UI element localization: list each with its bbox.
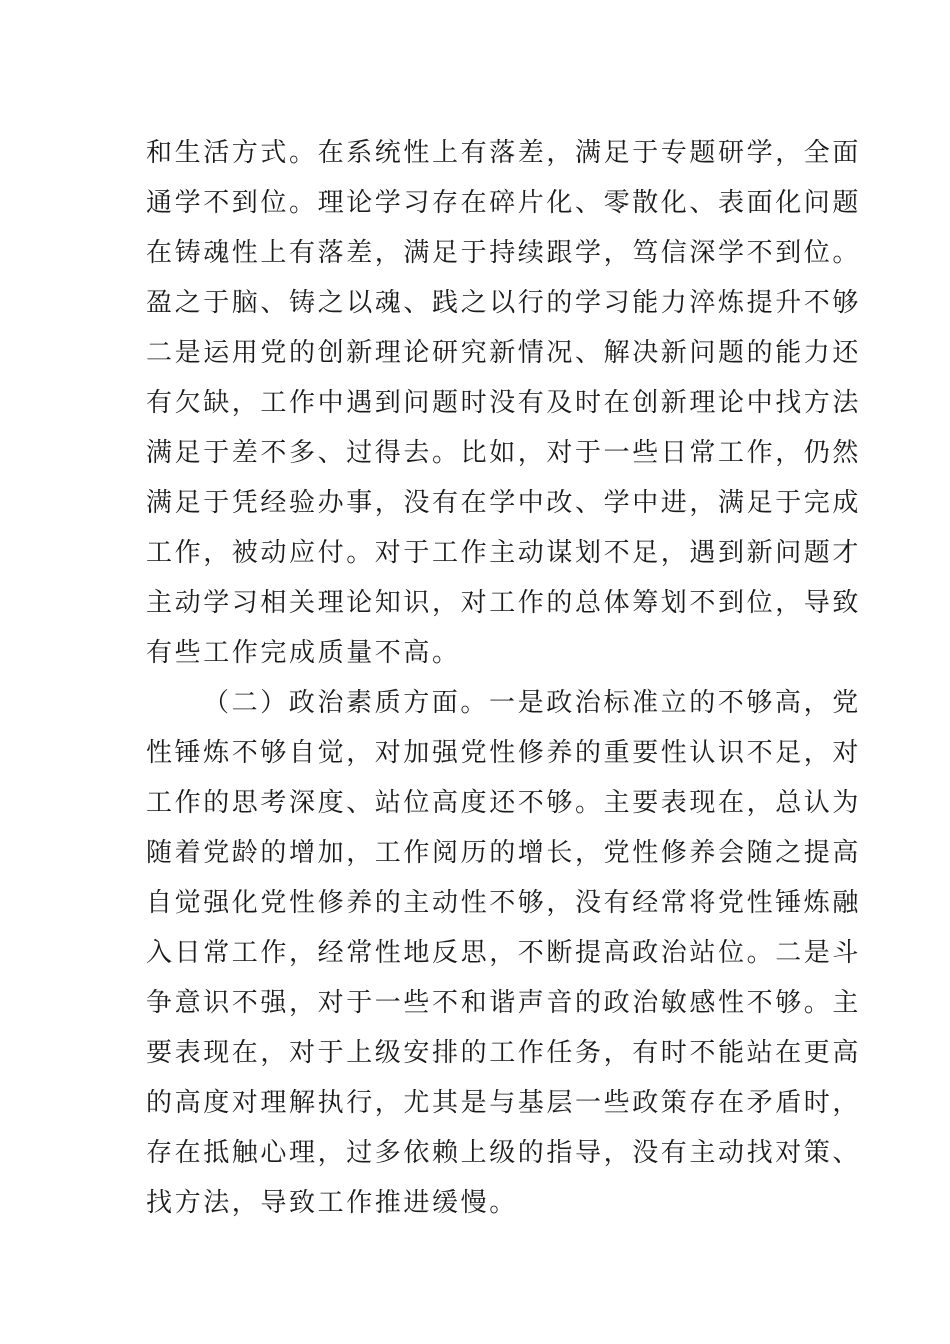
text-line: 二是运用党的创新理论研究新情况、解决新问题的能力还 — [146, 338, 862, 368]
text-line: 在铸魂性上有落差，满足于持续跟学，笃信深学不到位。 — [146, 238, 862, 268]
text-line: 通学不到位。理论学习存在碎片化、零散化、表面化问题 — [146, 188, 862, 218]
text-line: 入日常工作，经常性地反思，不断提高政治站位。二是斗 — [146, 938, 862, 968]
text-line: 有些工作完成质量不高。 — [146, 638, 461, 668]
text-line: 的高度对理解执行，尤其是与基层一些政策存在矛盾时， — [146, 1088, 862, 1118]
body-text — [146, 128, 862, 1228]
text-line: 工作，被动应付。对于工作主动谋划不足，遇到新问题才 — [146, 538, 862, 568]
text-line: 自觉强化党性修养的主动性不够，没有经常将党性锤炼融 — [146, 888, 862, 918]
text-line: 工作的思考深度、站位高度还不够。主要表现在，总认为 — [146, 788, 862, 818]
text-line: 和生活方式。在系统性上有落差，满足于专题研学，全面 — [146, 138, 862, 168]
text-line: 主动学习相关理论知识，对工作的总体筹划不到位，导致 — [146, 588, 862, 618]
text-line: 满足于差不多、过得去。比如，对于一些日常工作，仍然 — [146, 438, 862, 468]
text-line: 找方法，导致工作推进缓慢。 — [146, 1188, 518, 1218]
text-line: 存在抵触心理，过多依赖上级的指导，没有主动找对策、 — [146, 1138, 862, 1168]
text-line: 性锤炼不够自觉，对加强党性修养的重要性认识不足，对 — [146, 738, 862, 768]
section-heading-line: （二）政治素质方面。一是政治标准立的不够高，党 — [203, 688, 861, 718]
text-line: 随着党龄的增加，工作阅历的增长，党性修养会随之提高 — [146, 838, 862, 868]
text-line: 满足于凭经验办事，没有在学中改、学中进，满足于完成 — [146, 488, 862, 518]
text-line: 盈之于脑、铸之以魂、践之以行的学习能力淬炼提升不够 — [146, 288, 862, 318]
text-line: 争意识不强，对于一些不和谐声音的政治敏感性不够。主 — [146, 988, 862, 1018]
text-line: 要表现在，对于上级安排的工作任务，有时不能站在更高 — [146, 1038, 862, 1068]
text-line: 有欠缺，工作中遇到问题时没有及时在创新理论中找方法 — [146, 388, 862, 418]
